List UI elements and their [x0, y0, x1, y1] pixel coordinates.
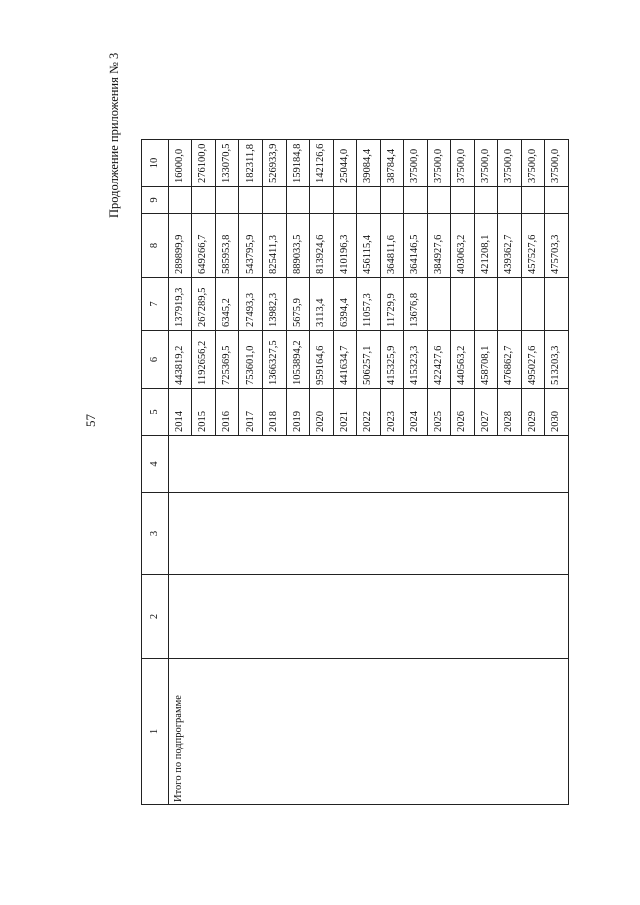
col6-cell: 513203,3	[545, 331, 569, 389]
year-cell: 2014	[168, 389, 192, 436]
col6-cell: 495027,6	[521, 331, 545, 389]
col9-cell	[545, 187, 569, 214]
col8-cell: 457527,6	[521, 214, 545, 278]
col7-cell: 6394,4	[333, 278, 357, 331]
col9-cell	[357, 187, 381, 214]
header-cell-8: 8	[142, 214, 169, 278]
col10-cell: 37500,0	[545, 140, 569, 187]
col7-cell: 13982,3	[263, 278, 287, 331]
budget-table	[141, 140, 569, 805]
col10-cell: 25044,0	[333, 140, 357, 187]
col9-cell	[192, 187, 216, 214]
year-cell: 2020	[310, 389, 334, 436]
col6-cell: 1192656,2	[192, 331, 216, 389]
year-cell: 2021	[333, 389, 357, 436]
col10-cell: 37500,0	[474, 140, 498, 187]
col8-cell: 410196,3	[333, 214, 357, 278]
header-cell-3: 3	[142, 493, 169, 575]
col8-cell: 813924,6	[310, 214, 334, 278]
year-cell: 2016	[215, 389, 239, 436]
col8-cell: 403063,2	[451, 214, 475, 278]
empty-merged-cell-3	[168, 493, 568, 575]
table-header-row	[142, 140, 169, 805]
empty-merged-cell-4	[168, 436, 568, 493]
col10-cell: 16000,0	[168, 140, 192, 187]
col10-cell: 133070,5	[215, 140, 239, 187]
col8-cell: 384927,6	[427, 214, 451, 278]
header-cell-7: 7	[142, 278, 169, 331]
col6-cell: 1366327,5	[263, 331, 287, 389]
col10-cell: 37500,0	[498, 140, 522, 187]
header-cell-4: 4	[142, 436, 169, 493]
header-cell-10: 10	[142, 140, 169, 187]
col6-cell: 506257,1	[357, 331, 381, 389]
col9-cell	[404, 187, 428, 214]
col10-cell: 526933,9	[263, 140, 287, 187]
year-cell: 2030	[545, 389, 569, 436]
col10-cell: 142126,6	[310, 140, 334, 187]
table-row	[168, 140, 192, 805]
subprogram-total-label: Итого по подпрограмме	[168, 659, 568, 805]
col9-cell	[380, 187, 404, 214]
header-cell-5: 5	[142, 389, 169, 436]
col7-cell: 11057,3	[357, 278, 381, 331]
col9-cell	[215, 187, 239, 214]
year-cell: 2026	[451, 389, 475, 436]
year-cell: 2025	[427, 389, 451, 436]
col6-cell: 959164,6	[310, 331, 334, 389]
col9-cell	[451, 187, 475, 214]
col8-cell: 421208,1	[474, 214, 498, 278]
col9-cell	[427, 187, 451, 214]
year-cell: 2027	[474, 389, 498, 436]
table-body	[142, 140, 569, 805]
col7-cell: 13676,8	[404, 278, 428, 331]
col10-cell: 182311,8	[239, 140, 263, 187]
page-number: 57	[83, 414, 98, 427]
col9-cell	[286, 187, 310, 214]
col9-cell	[263, 187, 287, 214]
col8-cell: 456115,4	[357, 214, 381, 278]
header-cell-6: 6	[142, 331, 169, 389]
header-cell-2: 2	[142, 575, 169, 659]
col9-cell	[498, 187, 522, 214]
year-cell: 2024	[404, 389, 428, 436]
col10-cell: 37500,0	[404, 140, 428, 187]
col7-cell: 137919,3	[168, 278, 192, 331]
col7-cell	[498, 278, 522, 331]
col6-cell: 458708,1	[474, 331, 498, 389]
col6-cell: 725369,5	[215, 331, 239, 389]
year-cell: 2023	[380, 389, 404, 436]
header-cell-9: 9	[142, 187, 169, 214]
col6-cell: 753601,0	[239, 331, 263, 389]
col6-cell: 422427,6	[427, 331, 451, 389]
col7-cell: 267289,5	[192, 278, 216, 331]
col7-cell: 11729,9	[380, 278, 404, 331]
col6-cell: 476862,7	[498, 331, 522, 389]
col8-cell: 889033,5	[286, 214, 310, 278]
year-cell: 2019	[286, 389, 310, 436]
year-cell: 2028	[498, 389, 522, 436]
col7-cell: 5675,9	[286, 278, 310, 331]
col9-cell	[239, 187, 263, 214]
col8-cell: 289899,9	[168, 214, 192, 278]
col9-cell	[521, 187, 545, 214]
col8-cell: 475703,3	[545, 214, 569, 278]
col9-cell	[310, 187, 334, 214]
empty-merged-cell-2	[168, 575, 568, 659]
year-cell: 2017	[239, 389, 263, 436]
col7-cell: 6345,2	[215, 278, 239, 331]
col7-cell	[451, 278, 475, 331]
col10-cell: 37500,0	[451, 140, 475, 187]
col10-cell: 276100,0	[192, 140, 216, 187]
col10-cell: 37500,0	[427, 140, 451, 187]
col7-cell: 3113,4	[310, 278, 334, 331]
year-cell: 2015	[192, 389, 216, 436]
col10-cell: 159184,8	[286, 140, 310, 187]
col10-cell: 37500,0	[521, 140, 545, 187]
appendix-caption: Продолжение приложения № 3	[107, 52, 121, 218]
col7-cell	[474, 278, 498, 331]
col6-cell: 443819,2	[168, 331, 192, 389]
col8-cell: 825411,3	[263, 214, 287, 278]
col6-cell: 441634,7	[333, 331, 357, 389]
col7-cell	[545, 278, 569, 331]
col10-cell: 39084,4	[357, 140, 381, 187]
budget-table-grid	[141, 139, 569, 805]
col8-cell: 649266,7	[192, 214, 216, 278]
col6-cell: 1053894,2	[286, 331, 310, 389]
col8-cell: 543795,9	[239, 214, 263, 278]
col7-cell	[521, 278, 545, 331]
col8-cell: 364811,6	[380, 214, 404, 278]
year-cell: 2018	[263, 389, 287, 436]
col7-cell	[427, 278, 451, 331]
col8-cell: 439362,7	[498, 214, 522, 278]
year-cell: 2029	[521, 389, 545, 436]
col6-cell: 440563,2	[451, 331, 475, 389]
year-cell: 2022	[357, 389, 381, 436]
col10-cell: 38784,4	[380, 140, 404, 187]
col8-cell: 585953,8	[215, 214, 239, 278]
col6-cell: 415325,9	[380, 331, 404, 389]
col9-cell	[168, 187, 192, 214]
col6-cell: 415323,3	[404, 331, 428, 389]
col9-cell	[333, 187, 357, 214]
col8-cell: 364146,5	[404, 214, 428, 278]
col7-cell: 27493,3	[239, 278, 263, 331]
col9-cell	[474, 187, 498, 214]
header-cell-1: 1	[142, 659, 169, 805]
